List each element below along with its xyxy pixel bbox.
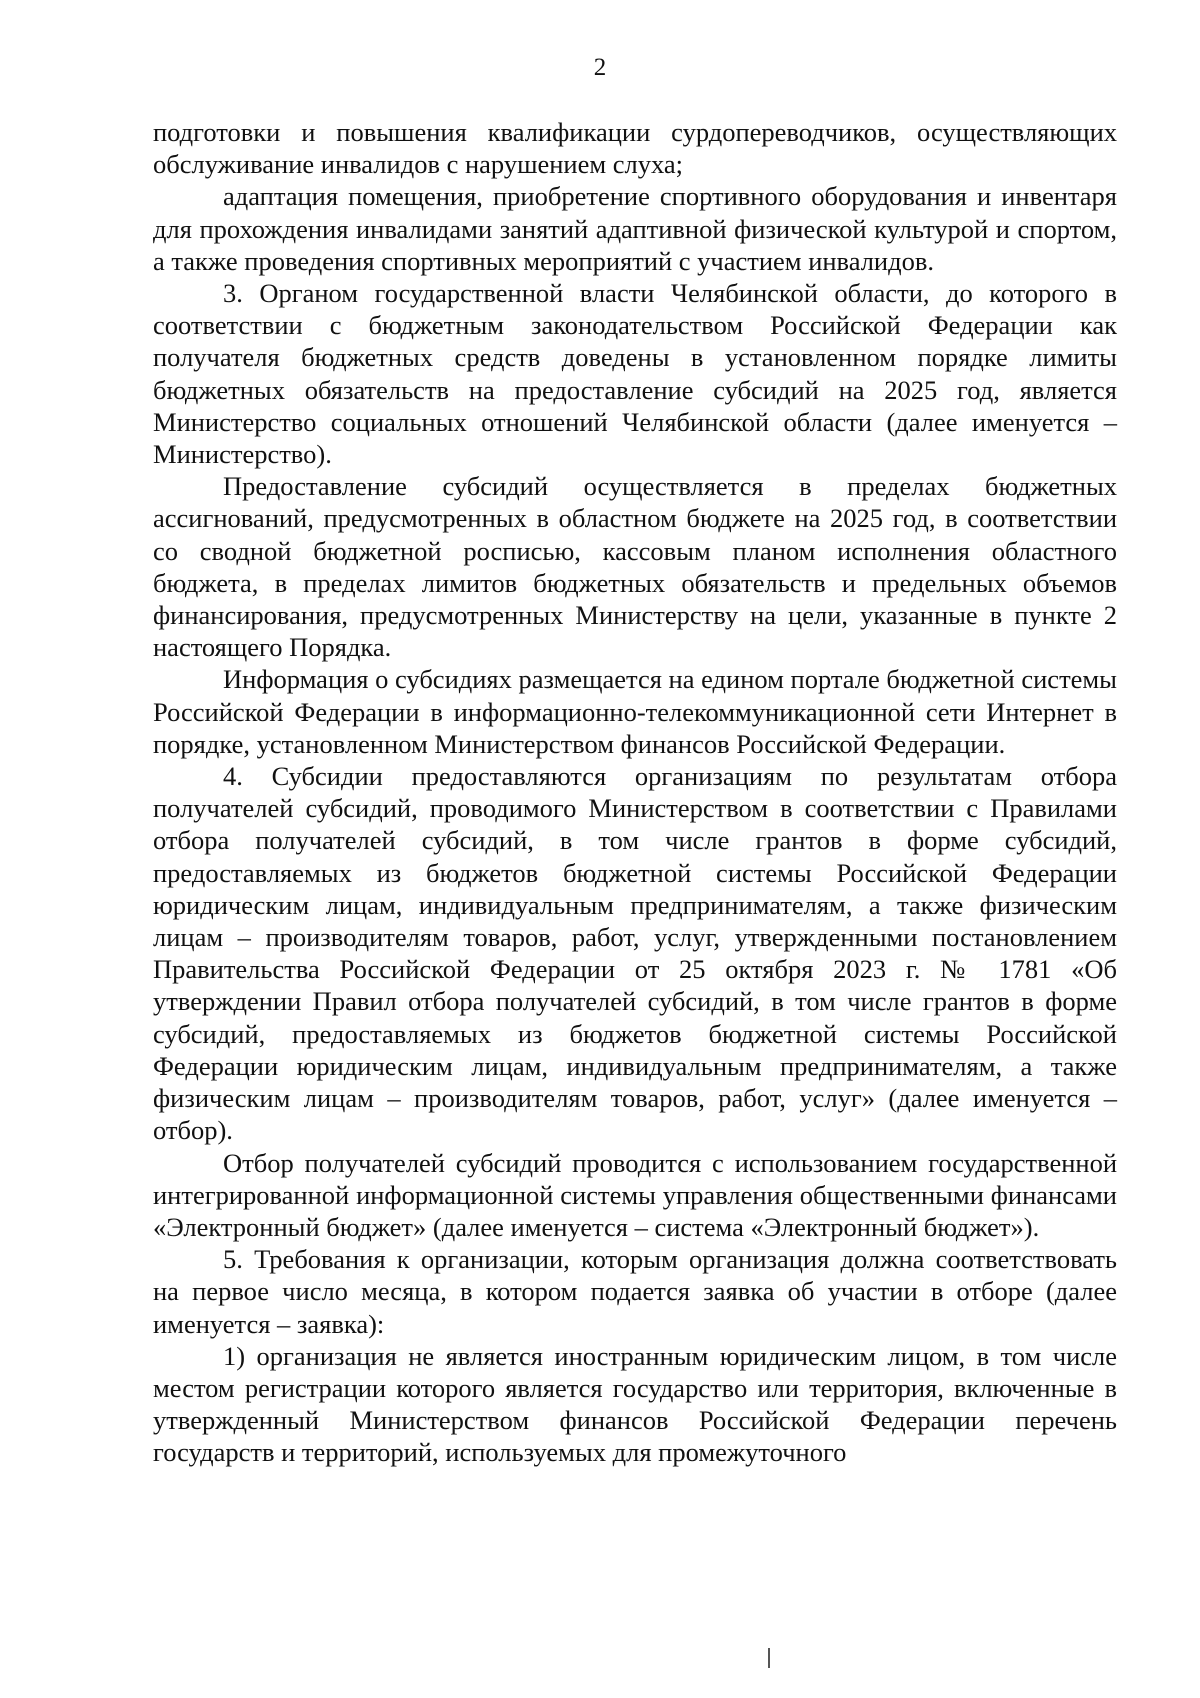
paragraph-3: 3. Органом государственной власти Челябинской области, до которого в соответствии с бюджетным законодательством Российской Федерации как получателя бюджетных средств доведены в установленном порядке лимиты бюджетных обязательств на предоставление субсидий на 2025 год, является Министерство социальных отношений Челябинской области (далее именуется – Министерство). (153, 278, 1117, 470)
page-number: 2 (593, 54, 607, 81)
paragraph-6: 4. Субсидии предоставляются организациям по результатам отбора получателей субсидий, проводимого Министерством в соответствии с Правилами отбора получателей субсидий, в том числе грантов в форме субсидий, предоставляемых из бюджетов бюджетной системы Российской Федерации юридическим лицам, индивидуальным предпринимателям, а также физическим лицам – производителям товаров, работ, услуг, утвержденными постановлением Правительства Российской Федерации от 25 октября 2023 г. № 1781 «Об утверждении Правил отбора получателей субсидий, в том числе грантов в форме субсидий, предоставляемых из бюджетов бюджетной системы Российской Федерации юридическим лицам, индивидуальным предпринимателям, а также физическим лицам – производителям товаров, работ, услуг» (далее именуется – отбор). (153, 761, 1117, 1146)
paragraph-9: 1) организация не является иностранным юридическим лицом, в том числе местом регистрации которого является государство или территория, включенные в утвержденный Министерством финансов Российской Федерации перечень государств и территорий, используемых для промежуточного (153, 1340, 1117, 1468)
paragraph-7: Отбор получателей субсидий проводится с использованием государственной интегрированной информационной системы управления общественными финансами «Электронный бюджет» (далее именуется – система «Электронный бюджет»). (153, 1147, 1117, 1242)
paragraph-5: Информация о субсидиях размещается на едином портале бюджетной системы Российской Федерации в информационно-телекоммуникационной сети Интернет в порядке, установленном Министерством финансов Российской Федерации. (153, 664, 1117, 759)
paragraph-4: Предоставление субсидий осуществляется в пределах бюджетных ассигнований, предусмотренных в областном бюджете на 2025 год, в соответствии со сводной бюджетной росписью, кассовым планом исполнения областного бюджета, в пределах лимитов бюджетных обязательств и предельных объемов финансирования, предусмотренных Министерству на цели, указанные в пункте 2 настоящего Порядка. (153, 471, 1117, 663)
paragraph-2: адаптация помещения, приобретение спортивного оборудования и инвентаря для прохождения инвалидами занятий адаптивной физической культурой и спортом, а также проведения спортивных мероприятий с участием инвалидов. (153, 181, 1117, 276)
document-body (153, 116, 1117, 1469)
paragraph-8: 5. Требования к организации, которым организация должна соответствовать на первое число месяца, в котором подается заявка об участии в отборе (далее именуется – заявка): (153, 1244, 1117, 1339)
paragraph-1: подготовки и повышения квалификации сурдопереводчиков, осуществляющих обслуживание инвалидов с нарушением слуха; (153, 117, 1117, 180)
scan-mark (768, 1648, 770, 1668)
